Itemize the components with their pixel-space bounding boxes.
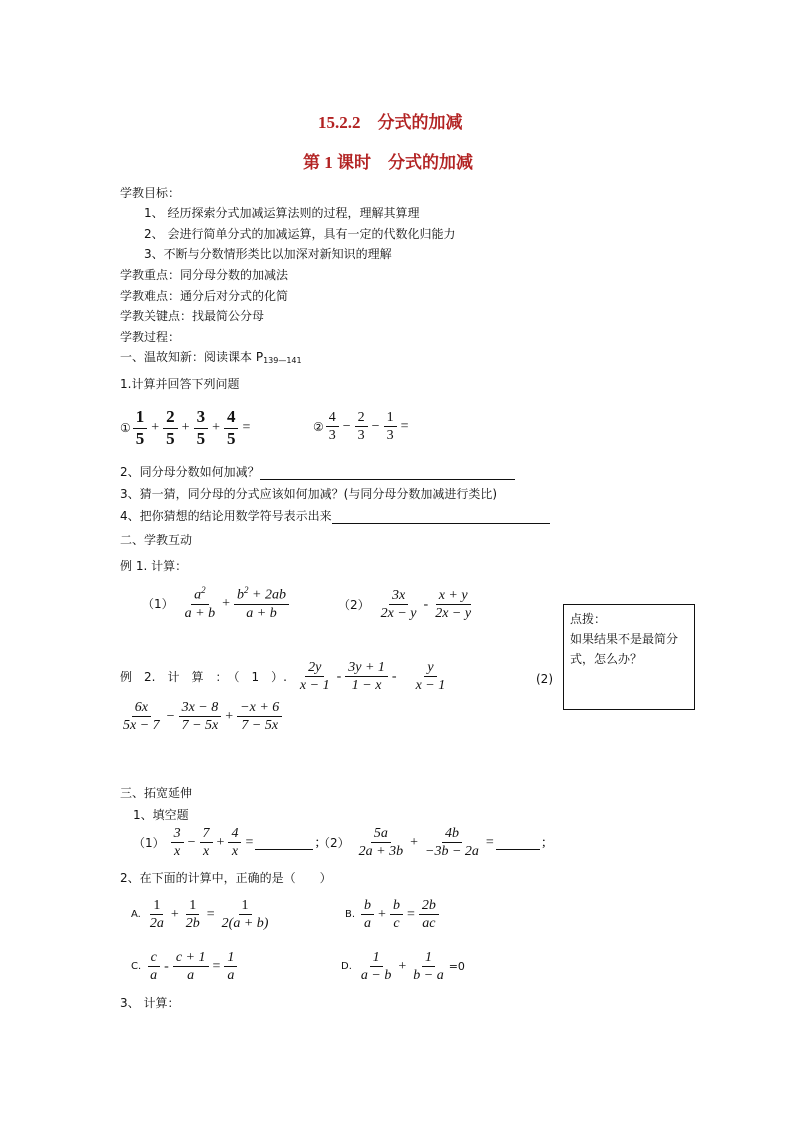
- circle-number: ②: [313, 419, 324, 434]
- calc-question: 3、 计算：: [120, 996, 180, 1010]
- option-d[interactable]: D. $\frac{1}{a - b}$ + $\frac{1}{b - a}$ =0: [341, 950, 465, 984]
- fill-blank-title: 1、填空题: [133, 808, 189, 822]
- example-2-part-2: $\frac{6x}{5x - 7}$ − $\frac{3x - 8}{7 - 5x}$ + $\frac{-x + 6}{7 - 5x}$: [118, 700, 284, 734]
- goal-item: 3、不断与分数情形类比以加深对新知识的理解: [144, 247, 392, 261]
- answer-line[interactable]: [260, 479, 515, 480]
- goals-label: 学教目标：: [120, 186, 181, 200]
- process-label: 学教过程：: [120, 330, 181, 344]
- question-1: 1.计算并回答下列问题: [120, 377, 240, 391]
- option-c[interactable]: C. $\frac{c}{a}$ - $\frac{c + 1}{a}$ = $\frac{1}{a}$: [131, 950, 239, 984]
- example-1-part-1: （1） $\frac{a^2}{a + b}$ + $\frac{b^2 + 2ab}{a + b}$: [142, 586, 291, 621]
- option-a[interactable]: A. $\frac{1}{2a}$ + $\frac{1}{2b}$ = $\frac{1}{2(a + b)}$: [131, 898, 269, 932]
- goal-item: 2、 会进行简单分式的加减运算，具有一定的代数化归能力: [144, 227, 456, 241]
- answer-line[interactable]: [496, 835, 540, 850]
- example-1: 例 1. 计算：: [120, 559, 188, 573]
- example-1-part-2: （2） $\frac{3x}{2x - y}$ - $\frac{x + y}{2x - y}$: [338, 588, 472, 622]
- page-title: 15.2.2 分式的加减: [318, 113, 463, 132]
- section-2-title: 二、学教互动: [120, 533, 193, 547]
- fill-blank-2: （2） $\frac{5a}{2a + 3b}$ + $\frac{4b}{-3b - 2a}$ = ;: [318, 826, 546, 860]
- key-point: 学教重点：同分母分数的加减法: [120, 268, 289, 282]
- difficulty: 学教难点：通分后对分式的化简: [120, 289, 289, 303]
- formula-2: ② $\frac{4}{3}$ − $\frac{2}{3}$ − $\frac{1}{3}$ =: [313, 410, 409, 444]
- tip-body: 如果结果不是最简分式，怎么办？: [570, 632, 679, 666]
- example-2-part-1: 例 2. 计 算 ： （ 1 ）. $\frac{2y}{x - 1}$ - $\frac{3y + 1}{1 - x}$ - $\frac{y}{x - 1}$: [120, 660, 446, 694]
- question-4: 4、把你猜想的结论用数学符号表示出来: [120, 507, 550, 524]
- fill-blank-1: （1） $\frac{3}{x}$ − $\frac{7}{x}$ + $\frac{4}{x}$ = ;: [133, 826, 320, 860]
- answer-line[interactable]: [332, 523, 550, 524]
- section-3-title: 三、拓宽延伸: [120, 786, 193, 800]
- page-subtitle: 第 1 课时 分式的加减: [303, 153, 473, 172]
- goal-item: 1、 经历探索分式加减运算法则的过程，理解其算理: [144, 206, 420, 220]
- answer-line[interactable]: [255, 835, 313, 850]
- section-1-title: 一、温故知新：阅读课本 $P_{139—141}$: [120, 350, 302, 365]
- question-2: 2、同分母分数如何加减？: [120, 463, 515, 480]
- tip-title: 点拨：: [570, 612, 607, 626]
- question-3: 3、猜一猜，同分母的分式应该如何加减？(与同分母分数加减进行类比): [120, 487, 498, 501]
- circle-number: ①: [120, 421, 131, 436]
- formula-1: ① $\frac{1}{5}$ + $\frac{2}{5}$ + $\frac{3}{5}$ + $\frac{4}{5}$ =: [120, 407, 251, 448]
- crux: 学教关键点：找最简公分母: [120, 309, 265, 323]
- tip-box: [563, 604, 695, 710]
- choice-question: 2、在下面的计算中，正确的是（ ）: [120, 871, 332, 885]
- example-2-part-2-label: (2): [536, 672, 553, 686]
- page-range: 139—141: [263, 356, 302, 365]
- option-b[interactable]: B. $\frac{b}{a}$ + $\frac{b}{c}$ = $\frac{2b}{ac}$: [345, 898, 441, 932]
